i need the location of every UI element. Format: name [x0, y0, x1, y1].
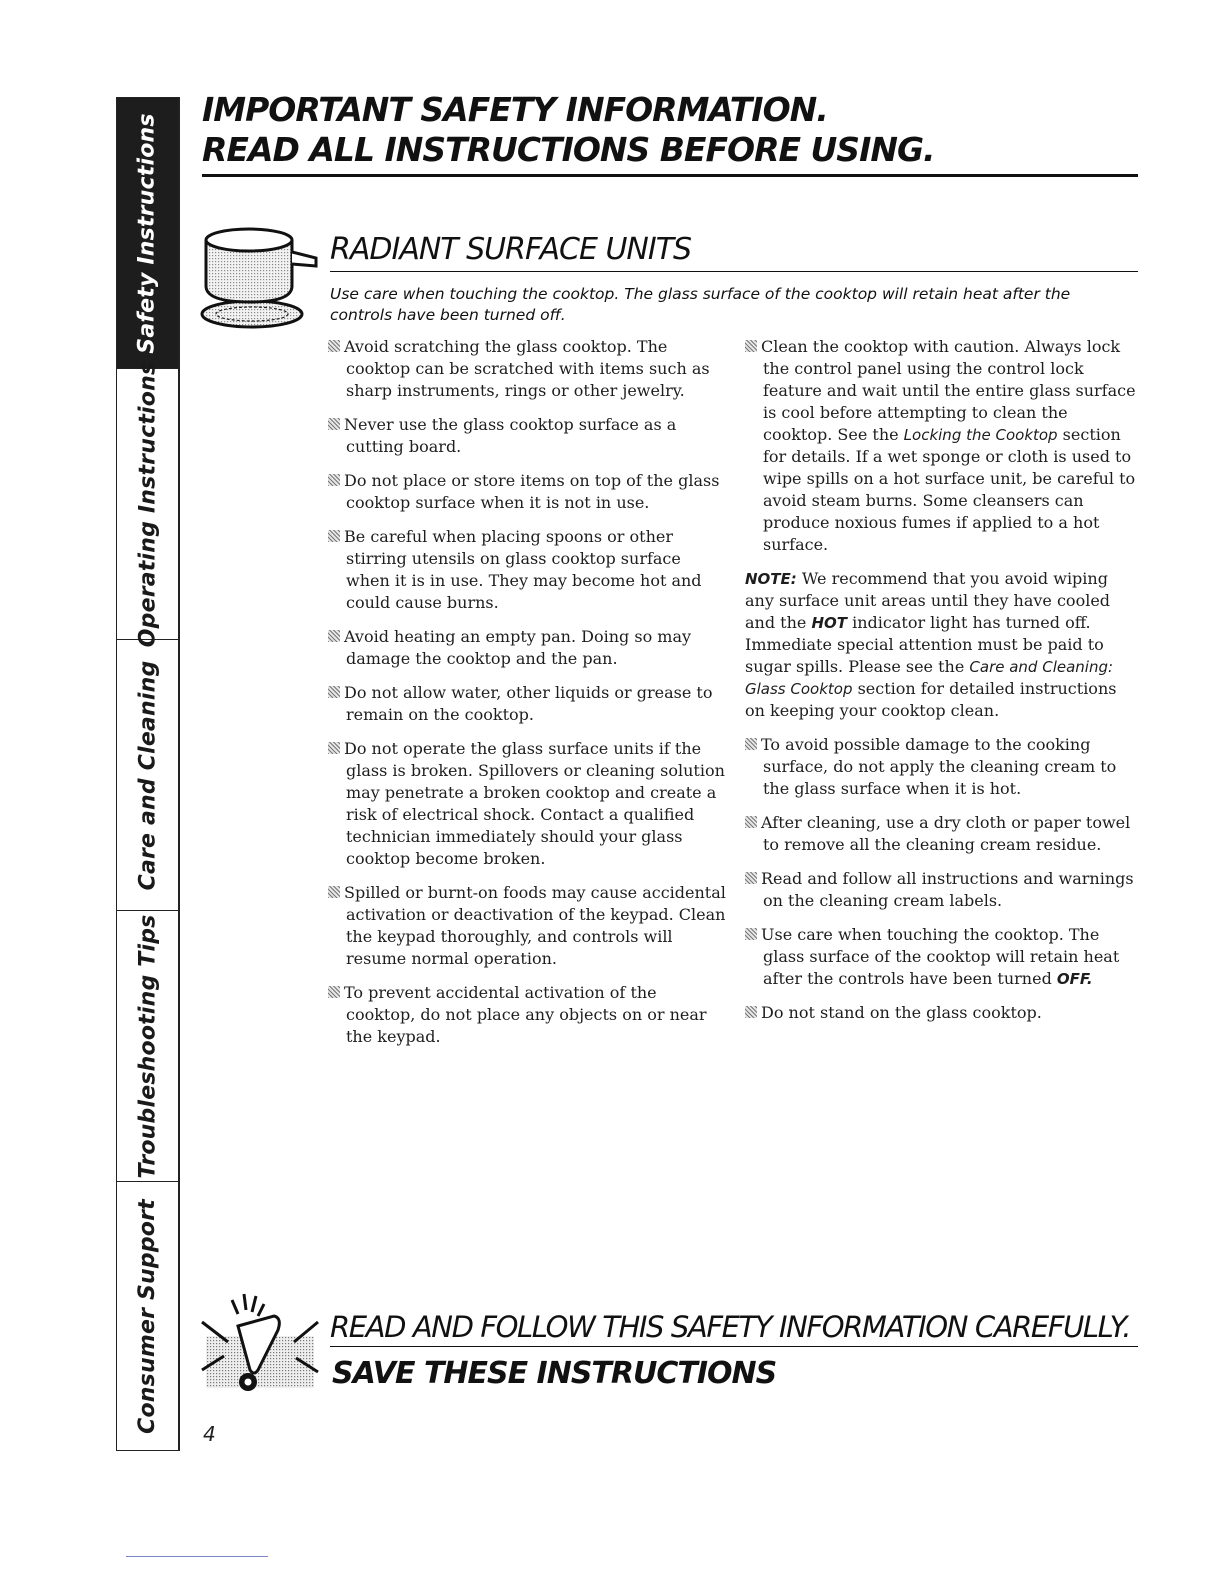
- tab-label: Troubleshooting Tips: [135, 914, 160, 1178]
- warning-exclamation-icon: [198, 1286, 322, 1400]
- bullet-icon: [328, 986, 340, 998]
- tab-label: Safety Instructions: [135, 112, 161, 354]
- divider: [126, 1556, 268, 1557]
- list-item: [745, 734, 1137, 800]
- tab-operating-instructions[interactable]: [117, 361, 178, 647]
- list-item: [328, 982, 726, 1048]
- hot-indicator-label: HOT: [811, 614, 848, 632]
- list-item-text: To prevent accidental activation of the cooktop, do not place any objects on or near the keypad.: [344, 983, 707, 1046]
- cooktop-pot-icon: [200, 222, 320, 334]
- list-item: [745, 924, 1137, 990]
- note-text: section for detailed instructions on keeping your cooktop clean.: [745, 679, 1117, 720]
- section-title: RADIANT SURFACE UNITS: [330, 232, 1138, 272]
- tab-safety-instructions[interactable]: [117, 98, 178, 369]
- list-item-text: Do not place or store items on top of the glass cooktop surface when it is not in use.: [344, 471, 720, 512]
- list-item-text: Avoid scratching the glass cooktop. The cooktop can be scratched with items such as sharp instruments, rings or other jewelry.: [344, 337, 710, 400]
- note-text: indicator light has turned off. Immediate special attention must be paid to sugar spills. Please see the: [745, 613, 1104, 676]
- list-item: [328, 336, 726, 402]
- tab-troubleshooting-tips[interactable]: [117, 911, 178, 1182]
- bullet-icon: [745, 738, 757, 750]
- bullet-icon: [328, 886, 340, 898]
- section-reference: Care and Cleaning: Glass Cooktop: [745, 658, 1114, 698]
- side-tab-nav: [116, 97, 180, 1451]
- page-number: 4: [203, 1422, 216, 1446]
- bullet-icon: [745, 928, 757, 940]
- list-item: [328, 626, 726, 670]
- left-column: [328, 336, 726, 1060]
- list-item: [328, 682, 726, 726]
- list-item-text: Avoid heating an empty pan. Doing so may damage the cooktop and the pan.: [344, 627, 692, 668]
- bullet-icon: [328, 418, 340, 430]
- header-line-2: READ ALL INSTRUCTIONS BEFORE USING.: [202, 130, 935, 169]
- tab-consumer-support[interactable]: [117, 1182, 178, 1450]
- list-item: [328, 470, 726, 514]
- list-item: [745, 868, 1137, 912]
- bullet-icon: [328, 474, 340, 486]
- note-label: NOTE:: [745, 570, 797, 588]
- list-item-text: To avoid possible damage to the cooking surface, do not apply the cleaning cream to the glass surface when it is hot.: [761, 735, 1117, 798]
- bullet-icon: [328, 686, 340, 698]
- off-label: OFF.: [1056, 970, 1093, 988]
- tab-label: Operating Instructions: [135, 361, 161, 647]
- bullet-icon: [328, 340, 340, 352]
- list-item: [328, 738, 726, 870]
- right-column: [745, 336, 1137, 1036]
- list-item: [745, 812, 1137, 856]
- tab-care-and-cleaning[interactable]: [117, 640, 178, 911]
- bullet-icon: [745, 340, 757, 352]
- tab-label: Care and Cleaning: [135, 660, 160, 890]
- footer-read-follow: READ AND FOLLOW THIS SAFETY INFORMATION CAREFULLY.: [330, 1310, 1138, 1347]
- list-item: [328, 414, 726, 458]
- list-item-text: Use care when touching the cooktop. The glass surface of the cooktop will retain heat after the controls have been turned: [761, 925, 1120, 988]
- bullet-icon: [328, 630, 340, 642]
- list-item: [328, 526, 726, 614]
- list-item-text: Read and follow all instructions and warnings on the cleaning cream labels.: [761, 869, 1134, 910]
- bullet-icon: [745, 1006, 757, 1018]
- bullet-icon: [745, 872, 757, 884]
- list-item-text: Do not stand on the glass cooktop.: [761, 1003, 1042, 1022]
- list-item: [328, 882, 726, 970]
- list-item: [745, 336, 1137, 556]
- note-text: We recommend that you avoid wiping any surface unit areas until they have cooled and the: [745, 569, 1111, 632]
- list-item-text: Do not allow water, other liquids or grease to remain on the cooktop.: [344, 683, 713, 724]
- section-caution: Use care when touching the cooktop. The glass surface of the cooktop will retain heat after the controls have been turned off.: [330, 285, 1071, 324]
- list-item-text: After cleaning, use a dry cloth or paper towel to remove all the cleaning cream residue.: [761, 813, 1131, 854]
- bullet-icon: [328, 742, 340, 754]
- bullet-icon: [328, 530, 340, 542]
- bullet-icon: [745, 816, 757, 828]
- tab-label: Consumer Support: [135, 1198, 160, 1434]
- header-line-1: IMPORTANT SAFETY INFORMATION.: [202, 90, 828, 129]
- footer-save-instructions: SAVE THESE INSTRUCTIONS: [332, 1356, 777, 1391]
- list-item-text: Never use the glass cooktop surface as a cutting board.: [344, 415, 677, 456]
- note-paragraph: [745, 568, 1137, 722]
- section-reference: Locking the Cooktop: [903, 426, 1058, 444]
- list-item: [745, 1002, 1137, 1024]
- page-header: [202, 90, 1138, 177]
- list-item-text: Clean the cooktop with caution. Always lock the control panel using the control lock feature and wait until the entire glass surface is cool before attempting to clean the cooktop. See the: [761, 337, 1136, 444]
- list-item-text: section for details. If a wet sponge or cloth is used to wipe spills on a hot surface unit, be careful to avoid steam burns. Some cleansers can produce noxious fumes if applied to a hot surface.: [763, 425, 1136, 554]
- list-item-text: Do not operate the glass surface units if the glass is broken. Spillovers or cleaning solution may penetrate a broken cooktop and create a risk of electrical shock. Contact a qualified technician immediately should your glass cooktop become broken.: [344, 739, 725, 868]
- list-item-text: Be careful when placing spoons or other stirring utensils on glass cooktop surface when it is in use. They may become hot and could cause burns.: [344, 527, 702, 612]
- list-item-text: Spilled or burnt-on foods may cause accidental activation or deactivation of the keypad. Clean the keypad thoroughly, and controls will resume normal operation.: [344, 883, 726, 968]
